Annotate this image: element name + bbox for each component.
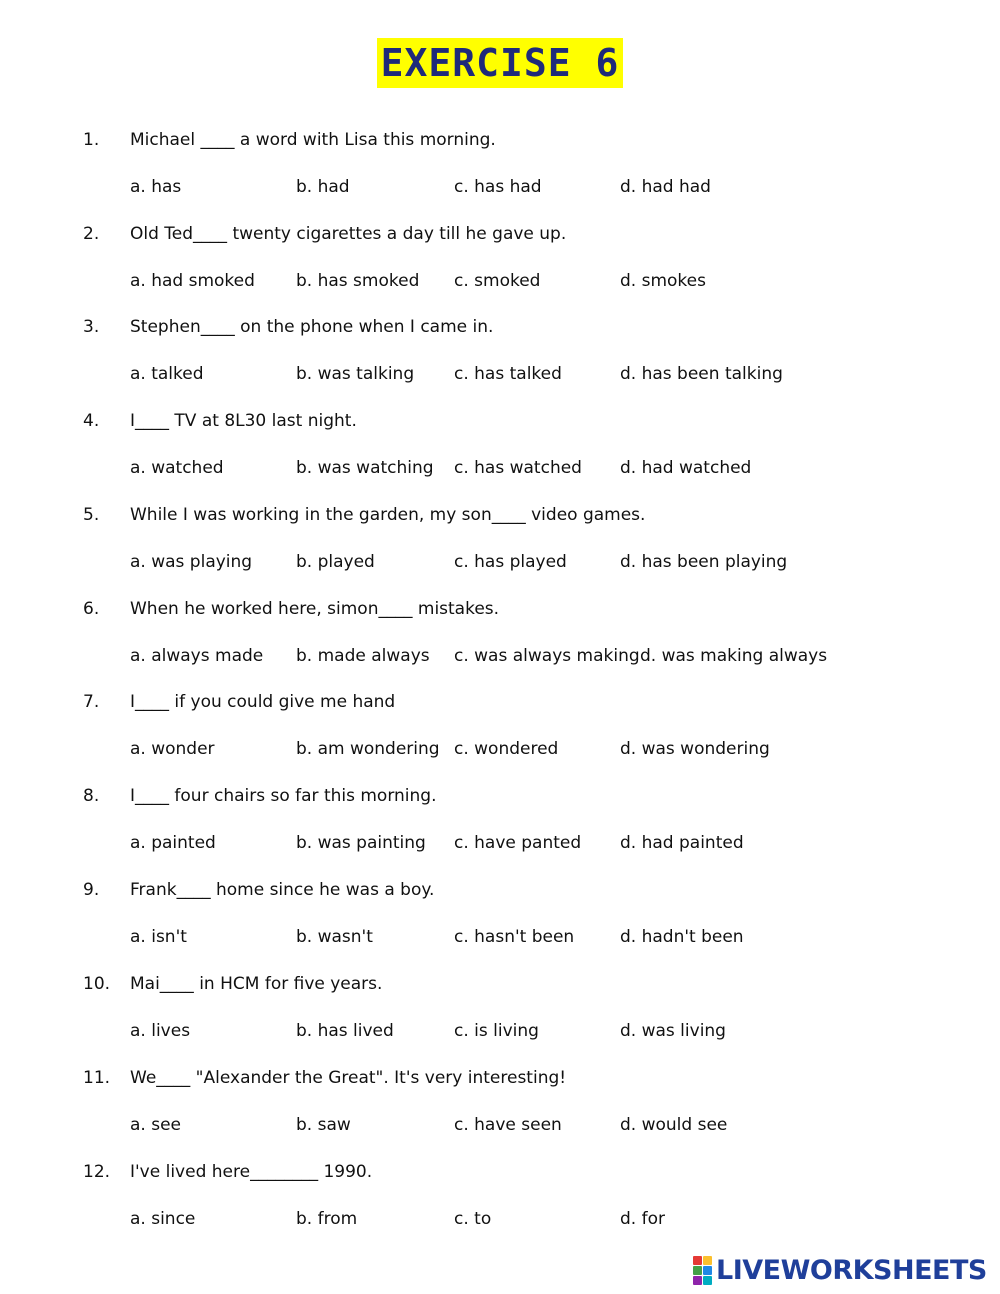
question-number: 7. [83, 692, 100, 712]
option-d[interactable]: d. has been talking [620, 364, 783, 384]
option-b[interactable]: b. from [296, 1209, 358, 1229]
question-number: 4. [83, 411, 100, 431]
option-a[interactable]: a. always made [130, 646, 264, 666]
logo-block [703, 1256, 712, 1265]
question-text: Frank____ home since he was a boy. [130, 880, 435, 900]
option-a[interactable]: a. see [130, 1115, 181, 1135]
option-b[interactable]: b. has smoked [296, 271, 420, 291]
page-title: EXERCISE 6 [377, 38, 624, 88]
logo-block [703, 1266, 712, 1275]
question-number: 3. [83, 317, 100, 337]
option-d[interactable]: d. had watched [620, 458, 752, 478]
option-c[interactable]: c. has had [454, 177, 542, 197]
question-number: 10. [83, 974, 111, 994]
option-a[interactable]: a. isn't [130, 927, 187, 947]
option-d[interactable]: d. was making always [640, 646, 828, 666]
option-a[interactable]: a. was playing [130, 552, 253, 572]
option-a[interactable]: a. since [130, 1209, 196, 1229]
option-b[interactable]: b. played [296, 552, 375, 572]
option-a[interactable]: a. had smoked [130, 271, 255, 291]
option-c[interactable]: c. smoked [454, 271, 541, 291]
option-b[interactable]: b. was painting [296, 833, 426, 853]
option-d[interactable]: d. hadn't been [620, 927, 744, 947]
question-text: I____ TV at 8L30 last night. [130, 411, 357, 431]
question-number: 8. [83, 786, 100, 806]
question-number: 2. [83, 224, 100, 244]
option-c[interactable]: c. have panted [454, 833, 582, 853]
option-d[interactable]: d. for [620, 1209, 665, 1229]
title-wrap [0, 38, 1000, 88]
question-text: Michael ____ a word with Lisa this morning. [130, 130, 496, 150]
logo-block [693, 1256, 702, 1265]
option-c[interactable]: c. has played [454, 552, 567, 572]
option-b[interactable]: b. am wondering [296, 739, 440, 759]
question-number: 12. [83, 1162, 111, 1182]
question-text: When he worked here, simon____ mistakes. [130, 599, 500, 619]
option-b[interactable]: b. has lived [296, 1021, 394, 1041]
option-b[interactable]: b. made always [296, 646, 430, 666]
option-c[interactable]: c. has talked [454, 364, 562, 384]
question-text: Old Ted____ twenty cigarettes a day till he gave up. [130, 224, 567, 244]
option-c[interactable]: c. hasn't been [454, 927, 575, 947]
question-text: While I was working in the garden, my son____ video games. [130, 505, 646, 525]
option-b[interactable]: b. was watching [296, 458, 434, 478]
logo-block [693, 1276, 702, 1285]
option-b[interactable]: b. wasn't [296, 927, 373, 947]
option-d[interactable]: d. had had [620, 177, 711, 197]
option-c[interactable]: c. wondered [454, 739, 559, 759]
question-number: 5. [83, 505, 100, 525]
option-d[interactable]: d. smokes [620, 271, 706, 291]
liveworksheets-logo[interactable] [693, 1256, 987, 1284]
question-text: Stephen____ on the phone when I came in. [130, 317, 494, 337]
option-a[interactable]: a. painted [130, 833, 216, 853]
question-text: I've lived here________ 1990. [130, 1162, 373, 1182]
option-d[interactable]: d. had painted [620, 833, 744, 853]
question-number: 1. [83, 130, 100, 150]
option-c[interactable]: c. is living [454, 1021, 539, 1041]
option-c[interactable]: c. was always making [454, 646, 640, 666]
option-c[interactable]: c. has watched [454, 458, 582, 478]
question-text: I____ if you could give me hand [130, 692, 396, 712]
option-d[interactable]: d. has been playing [620, 552, 788, 572]
question-text: I____ four chairs so far this morning. [130, 786, 437, 806]
option-d[interactable]: d. was living [620, 1021, 726, 1041]
question-text: Mai____ in HCM for five years. [130, 974, 383, 994]
logo-text: LIVEWORKSHEETS [716, 1254, 987, 1286]
option-c[interactable]: c. to [454, 1209, 492, 1229]
question-number: 9. [83, 880, 100, 900]
option-b[interactable]: b. was talking [296, 364, 415, 384]
logo-block [703, 1276, 712, 1285]
question-text: We____ "Alexander the Great". It's very interesting! [130, 1068, 567, 1088]
option-d[interactable]: d. would see [620, 1115, 728, 1135]
option-a[interactable]: a. talked [130, 364, 204, 384]
option-a[interactable]: a. watched [130, 458, 224, 478]
question-number: 11. [83, 1068, 111, 1088]
option-a[interactable]: a. wonder [130, 739, 215, 759]
option-b[interactable]: b. had [296, 177, 350, 197]
option-c[interactable]: c. have seen [454, 1115, 562, 1135]
liveworksheets-logo-icon [693, 1256, 712, 1285]
option-d[interactable]: d. was wondering [620, 739, 770, 759]
option-a[interactable]: a. has [130, 177, 182, 197]
logo-block [693, 1266, 702, 1275]
option-b[interactable]: b. saw [296, 1115, 351, 1135]
option-a[interactable]: a. lives [130, 1021, 191, 1041]
question-number: 6. [83, 599, 100, 619]
